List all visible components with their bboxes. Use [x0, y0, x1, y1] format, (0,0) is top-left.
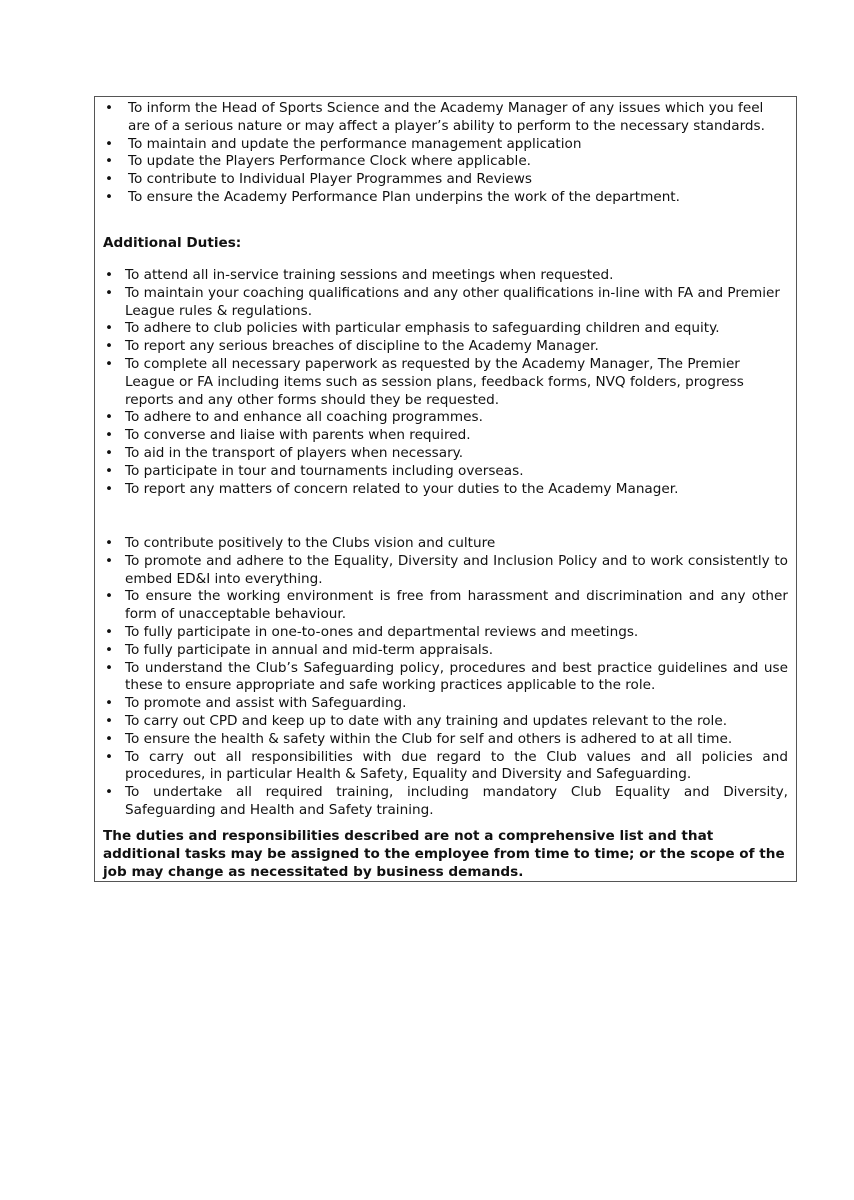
list-item: • To contribute to Individual Player Programmes and Reviews	[95, 171, 788, 189]
list-item: • To report any matters of concern related to your duties to the Academy Manager.	[95, 481, 788, 499]
list-item: • To promote and adhere to the Equality, Diversity and Inclusion Policy and to work consistently to embed ED&I into everything.	[95, 553, 788, 589]
main-duties-list	[95, 100, 788, 207]
list-item: • To maintain your coaching qualifications and any other qualifications in-line with FA and Premier League rules & regulations.	[95, 285, 788, 321]
additional-duties-list	[95, 267, 788, 498]
disclaimer-note: The duties and responsibilities described are not a comprehensive list and that additional tasks may be assigned to the employee from time to time; or the scope of the job may change as necessitated by business demands.	[103, 828, 785, 880]
list-item: • To aid in the transport of players when necessary.	[95, 445, 788, 463]
list-item: • To carry out all responsibilities with due regard to the Club values and all policies and procedures, in particular Health & Safety, Equality and Diversity and Safeguarding.	[95, 749, 788, 785]
list-item: • To fully participate in one-to-ones and departmental reviews and meetings.	[95, 624, 788, 642]
duties-table-cell	[94, 96, 797, 882]
list-item: • To contribute positively to the Clubs vision and culture	[95, 535, 788, 553]
list-item: • To participate in tour and tournaments including overseas.	[95, 463, 788, 481]
list-item: • To fully participate in annual and mid-term appraisals.	[95, 642, 788, 660]
list-item: • To ensure the health & safety within the Club for self and others is adhered to at all time.	[95, 731, 788, 749]
list-item: • To maintain and update the performance management application	[95, 136, 788, 154]
list-item: • To complete all necessary paperwork as requested by the Academy Manager, The Premier League or FA including items such as session plans, feedback forms, NVQ folders, progress reports and any other forms should they be requested.	[95, 356, 788, 409]
list-item: • To ensure the Academy Performance Plan underpins the work of the department.	[95, 189, 788, 207]
list-item: • To converse and liaise with parents when required.	[95, 427, 788, 445]
list-item: • To understand the Club’s Safeguarding policy, procedures and best practice guidelines and use these to ensure appropriate and safe working practices applicable to the role.	[95, 660, 788, 696]
club-duties-list	[95, 535, 788, 820]
list-item: • To undertake all required training, including mandatory Club Equality and Diversity, Safeguarding and Health and Safety training.	[95, 784, 788, 820]
list-item: • To carry out CPD and keep up to date with any training and updates relevant to the role.	[95, 713, 788, 731]
list-item: • To report any serious breaches of discipline to the Academy Manager.	[95, 338, 788, 356]
list-item: • To adhere to club policies with particular emphasis to safeguarding children and equity.	[95, 320, 788, 338]
additional-duties-heading: Additional Duties:	[103, 235, 242, 251]
list-item: • To adhere to and enhance all coaching programmes.	[95, 409, 788, 427]
list-item: • To ensure the working environment is free from harassment and discrimination and any other form of unacceptable behaviour.	[95, 588, 788, 624]
list-item: • To inform the Head of Sports Science and the Academy Manager of any issues which you feel are of a serious nature or may affect a player’s ability to perform to the necessary standards.	[95, 100, 788, 136]
list-item: • To update the Players Performance Clock where applicable.	[95, 153, 788, 171]
list-item: • To attend all in-service training sessions and meetings when requested.	[95, 267, 788, 285]
list-item: • To promote and assist with Safeguarding.	[95, 695, 788, 713]
